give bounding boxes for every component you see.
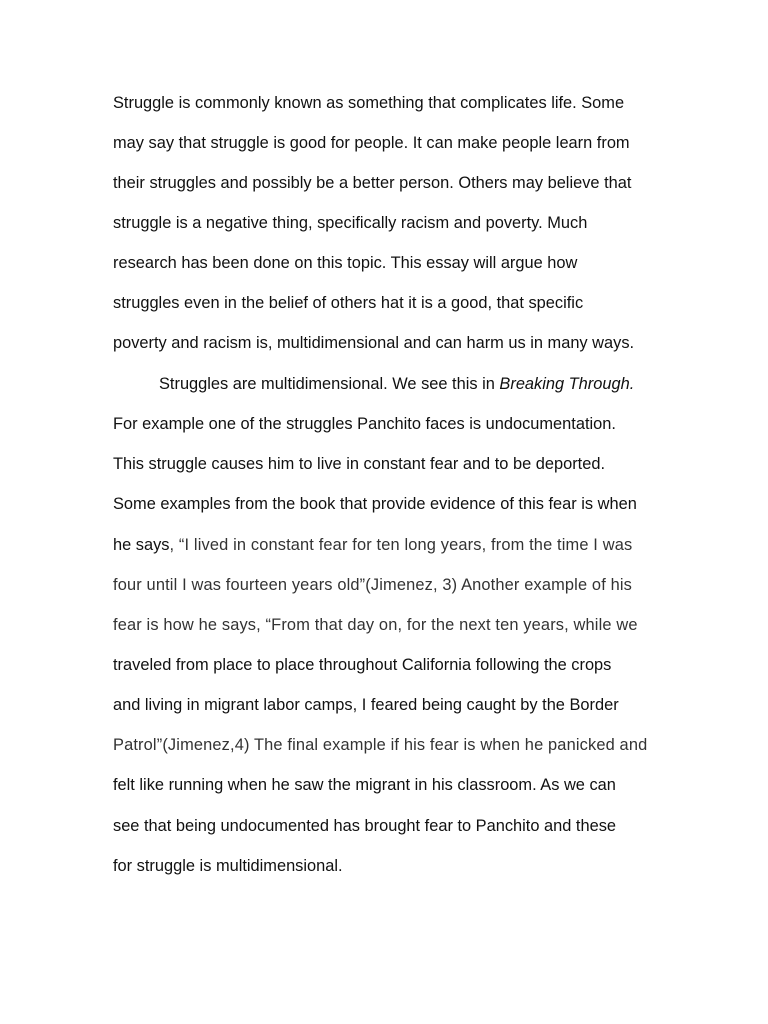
- text-line: and living in migrant labor camps, I feared being caught by the Border: [113, 696, 619, 714]
- text-line: their struggles and possibly be a better person. Others may believe that: [113, 174, 632, 192]
- text-span: Struggles are multidimensional. We see this in: [159, 375, 500, 393]
- paragraph-opening-line: [159, 374, 634, 394]
- text-line: struggle is a negative thing, specifically racism and poverty. Much: [113, 214, 588, 232]
- text-line: may say that struggle is good for people. It can make people learn from: [113, 134, 630, 152]
- text-span: he says: [113, 536, 170, 554]
- text-line: traveled from place to place throughout California following the crops: [113, 656, 612, 674]
- book-title: Breaking Through.: [499, 375, 635, 393]
- text-line: struggles even in the belief of others hat it is a good, that specific: [113, 294, 584, 312]
- quote-line: Patrol”(Jimenez,4) The final example if his fear is when he panicked and: [113, 736, 648, 754]
- text-line: for struggle is multidimensional.: [113, 857, 343, 875]
- text-line: This struggle causes him to live in constant fear and to be deported.: [113, 455, 605, 473]
- text-line: Some examples from the book that provide evidence of this fear is when: [113, 495, 637, 513]
- quote-line: fear is how he says, “From that day on, for the next ten years, while we: [113, 616, 638, 634]
- text-line: Struggle is commonly known as something that complicates life. Some: [113, 94, 625, 112]
- text-line: see that being undocumented has brought fear to Panchito and these: [113, 817, 617, 835]
- quote-line: [113, 535, 632, 555]
- quote-line: four until I was fourteen years old”(Jimenez, 3) Another example of his: [113, 576, 633, 594]
- text-line: research has been done on this topic. This essay will argue how: [113, 254, 578, 272]
- quote-span: , “I lived in constant fear for ten long years, from the time I was: [169, 536, 633, 554]
- text-line: felt like running when he saw the migrant in his classroom. As we can: [113, 776, 616, 794]
- text-line: For example one of the struggles Panchito faces is undocumentation.: [113, 415, 616, 433]
- text-line: poverty and racism is, multidimensional and can harm us in many ways.: [113, 334, 635, 352]
